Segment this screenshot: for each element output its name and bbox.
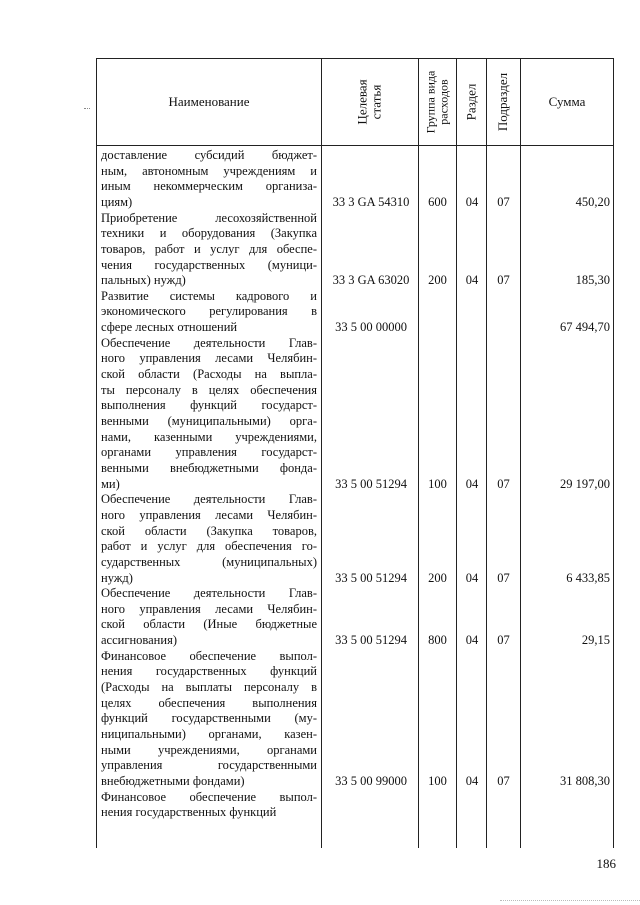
row-name-line: функций государственными (му- [101,711,317,726]
row-name-line: нужд) [101,570,133,585]
row-name-line: нения государственных функций [101,664,317,679]
row-sum: 450,20 [575,194,610,209]
col-divider-subsection [520,58,521,848]
row-name-line: ассигнования) [101,633,177,648]
row-subsection: 07 [497,774,510,788]
row-target-article: 33 5 00 51294 [335,633,407,648]
row-name [101,649,317,790]
row-target-article: 33 3 GA 63020 [332,273,410,288]
row-target-article: 33 5 00 51294 [335,570,407,585]
row-name-line: доставление субсидий бюджет- [101,148,317,162]
header-name [97,59,321,145]
row-name-line: Финансовое обеспечение выпол- [101,789,317,804]
header-target-line-2: статья [368,84,384,120]
table-right-border [613,58,614,848]
row-name-line: Развитие системы кадрового и [101,288,317,303]
row-name [101,790,317,821]
row-section: 04 [465,774,479,788]
row-name-line: внебюджетными фондами) [101,773,245,788]
row-name-line: ного управления лесами Челябин- [101,351,317,366]
row-expense-group: 800 [428,633,447,648]
row-name-line: сфере лесных отношений [101,320,238,335]
row-name-line: ской области (Расходы на выпла- [101,367,317,382]
row-name-line: пальных) нужд) [101,273,186,288]
row-target-article: 33 5 00 00000 [335,320,407,335]
row-expense-group: 100 [428,774,447,788]
header-expense-group [419,59,456,145]
row-name [101,586,317,649]
row-name-line: товаров, работ и услуг для обеспе- [101,241,317,256]
row-target-article: 33 5 00 99000 [335,774,407,788]
row-name-line: экономического регулирования в [101,304,317,319]
row-name-line: целях обеспечения выполнения [101,695,317,710]
row-subsection: 07 [497,194,510,209]
row-section: 04 [465,194,479,209]
row-sum: 29,15 [581,633,610,648]
row-name-line: нами, казенными учреждениями, [101,429,317,444]
row-name-line: венными (муниципальными) орга- [101,414,317,428]
header-name-text: Наименование [168,94,250,109]
row-name-line: (Расходы на выплаты персоналу в [101,680,317,695]
table-left-border [96,58,97,848]
col-divider-name [321,58,322,848]
header-target-article [322,59,418,145]
row-sum: 185,30 [575,273,610,288]
row-name-line: венными внебюджетными фонда- [101,460,317,475]
row-sum: 31 808,30 [560,774,610,788]
row-subsection: 07 [497,476,510,491]
row-name-line: ты персоналу в целях обеспечения [101,382,317,397]
header-sum-text: Сумма [548,94,586,109]
row-sum: 6 433,85 [566,570,610,585]
col-divider-section [486,58,487,848]
col-divider-group [456,58,457,848]
row-name-line: техники и оборудования (Закупка [101,226,317,241]
row-name-line: иным некоммерческим организа- [101,179,317,194]
row-name-line: выполнения функций государст- [101,398,317,413]
row-name [101,492,317,586]
header-section [457,59,486,145]
row-name-line: Обеспечение деятельности Глав- [101,335,317,350]
row-name-line: работ и услуг для обеспечения го- [101,539,317,554]
row-name-line: ниципальными) органами, казен- [101,727,317,741]
header-target-line-1: Целевая [354,79,370,125]
row-name-line: Обеспечение деятельности Глав- [101,492,317,507]
row-subsection: 07 [497,273,510,288]
col-divider-target [418,58,419,848]
header-group-line-2: расходов [436,79,451,125]
header-sum [521,59,613,145]
header-bottom-border [96,145,613,146]
row-name-line: ми) [101,476,120,491]
header-subsection [487,59,520,145]
row-name-line: ными учреждениями, органами [101,742,317,757]
row-expense-group: 100 [428,476,447,491]
header-target-text [356,79,384,124]
row-name-line: ного управления лесами Челябин- [101,601,317,616]
row-subsection: 07 [497,570,510,585]
page-number: 186 [596,856,616,871]
row-name-line: управления государственными [101,758,317,773]
row-name-line: Финансовое обеспечение выпол- [101,648,317,663]
row-name-line: ской области (Закупка товаров, [101,523,317,538]
row-name [101,211,317,289]
row-expense-group: 600 [428,194,447,209]
row-name-line: ным, автономным учреждениям и [101,163,317,178]
row-name [101,289,317,336]
row-name-line: Обеспечение деятельности Глав- [101,586,317,601]
row-section: 04 [465,633,479,648]
row-name-line: нения государственных функций [101,805,277,820]
row-expense-group: 200 [428,570,447,585]
row-section: 04 [465,570,479,585]
row-section: 04 [465,273,479,288]
row-subsection: 07 [497,633,510,648]
row-expense-group: 200 [428,273,447,288]
header-subsection-text: Подраздел [495,72,511,132]
row-target-article: 33 5 00 51294 [335,476,407,491]
row-sum: 67 494,70 [560,320,610,335]
row-name-line: ской области (Иные бюджетные [101,617,317,632]
row-name [101,148,317,211]
row-target-article: 33 3 GA 54310 [332,194,410,209]
row-name-line: ного управления лесами Челябин- [101,507,317,522]
row-name-line: чения государственных (муници- [101,257,317,272]
row-name-line: Приобретение лесохозяйственной [101,210,317,225]
row-sum: 29 197,00 [560,476,610,491]
row-name-line: циям) [101,194,133,209]
bottom-dotted-rule [500,900,640,901]
row-name-line: органами управления государст- [101,445,317,460]
header-group-line-1: Группа вида [423,70,438,134]
row-name-line: сударственных (муниципальных) [101,554,317,569]
header-section-text: Раздел [463,83,479,121]
margin-tick [84,108,90,109]
row-section: 04 [465,476,479,491]
row-name [101,336,317,492]
header-group-text [425,71,451,134]
